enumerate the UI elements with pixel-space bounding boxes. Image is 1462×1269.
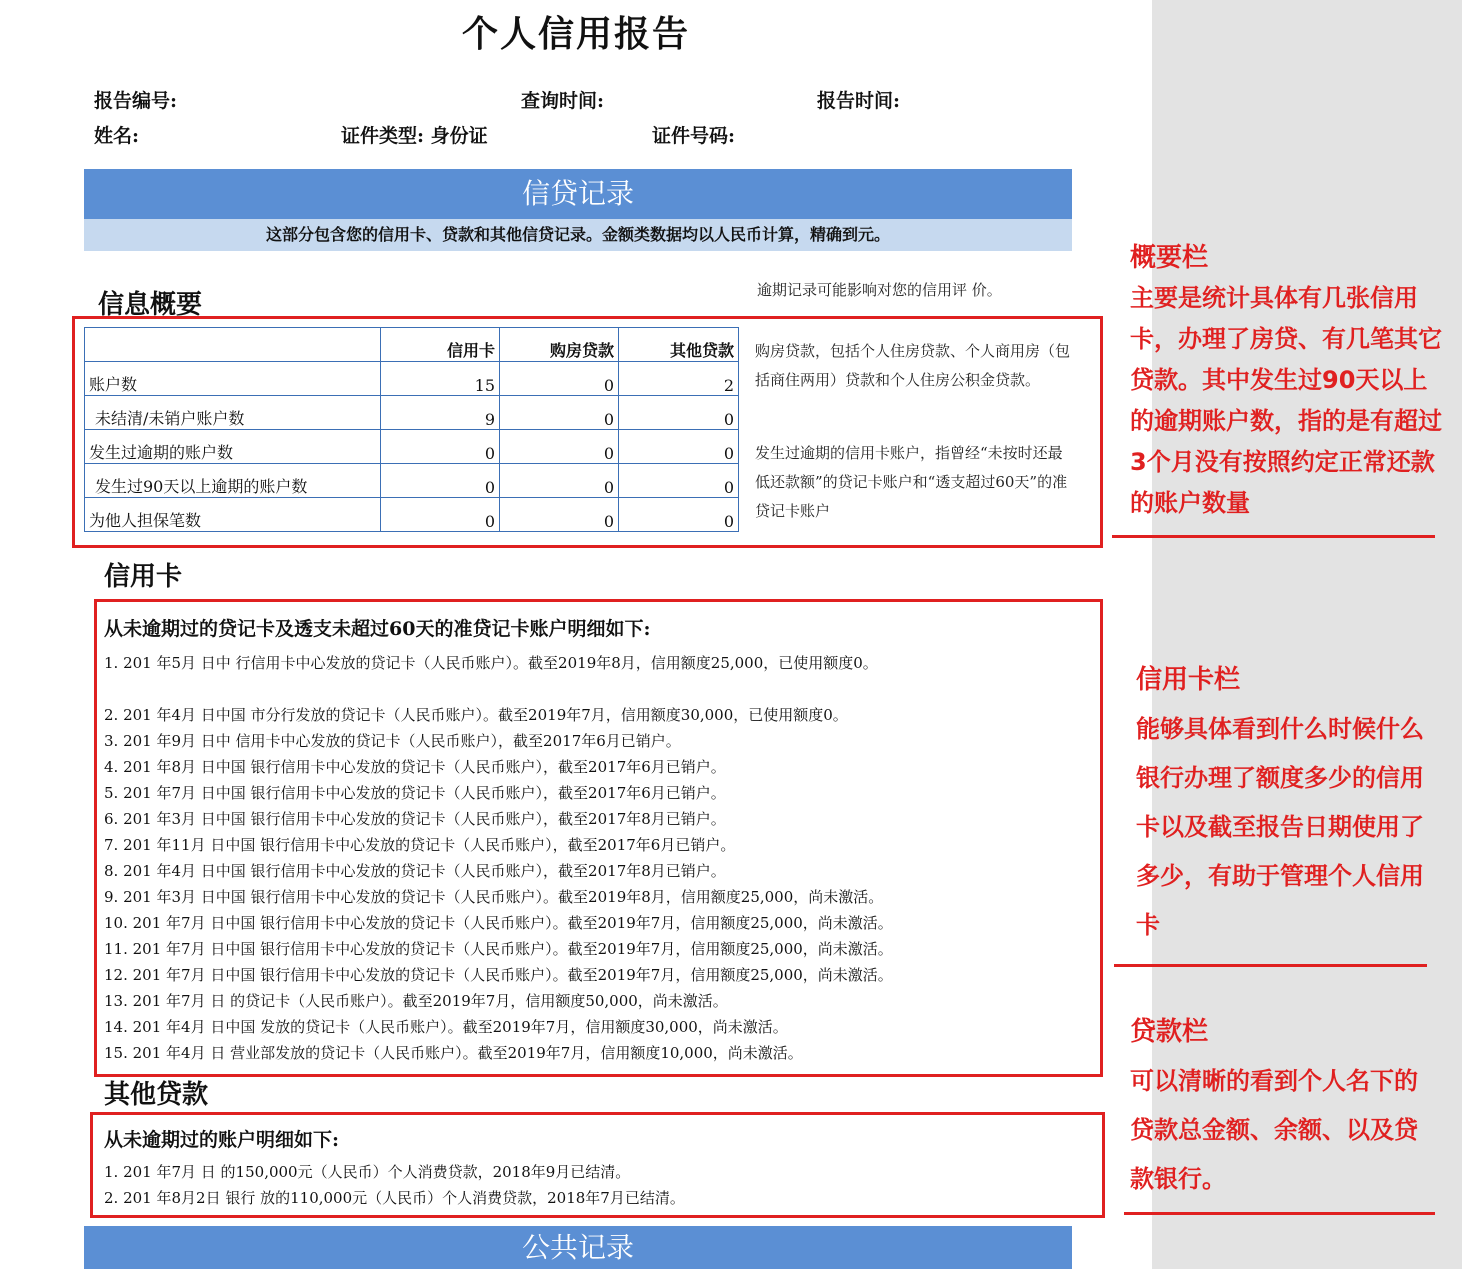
credit-records-banner: 信贷记录 (84, 169, 1072, 219)
list-item: 10. 201 年7月 日中国 银行信用卡中心发放的贷记卡（人民币账户）。截至2019年7月，信用额度25,000，尚未激活。 (104, 914, 893, 932)
list-item: 7. 201 年11月 日中国 银行信用卡中心发放的贷记卡（人民币账户），截至2017年6月已销户。 (104, 836, 736, 854)
list-item: 6. 201 年3月 日中国 银行信用卡中心发放的贷记卡（人民币账户），截至2017年8月已销户。 (104, 810, 726, 828)
annotation-summary-underline (1112, 535, 1435, 538)
other-loan-count: 0 (619, 430, 739, 464)
annotation-summary (1130, 238, 1450, 524)
table-row (85, 430, 739, 464)
annotation-card-underline (1114, 964, 1427, 967)
annotation-summary-text: 主要是统计具体有几张信用卡，办理了房贷、有几笔其它贷款。其中发生过90天以上的逾期账户数，指的是有超过3个月没有按照约定正常还款的账户数量 (1130, 284, 1442, 517)
list-item: 8. 201 年4月 日中国 银行信用卡中心发放的贷记卡（人民币账户），截至2017年8月已销户。 (104, 862, 726, 880)
summary-table (84, 327, 739, 532)
other-loans-list-heading: 从未逾期过的账户明细如下: (104, 1129, 340, 1151)
credit-card-count: 0 (381, 430, 500, 464)
table-header-cell: 信用卡 (381, 328, 500, 362)
row-label: 发生过90天以上逾期的账户数 (85, 464, 381, 498)
table-header-cell: 其他贷款 (619, 328, 739, 362)
table-row (85, 498, 739, 532)
query-time-label: 查询时间: (521, 90, 605, 112)
annotation-card-text: 能够具体看到什么时候什么银行办理了额度多少的信用卡以及截至报告日期使用了多少，有助于管理个人信用卡 (1136, 715, 1424, 939)
row-label: 为他人担保笔数 (85, 498, 381, 532)
credit-card-heading: 信用卡 (104, 562, 183, 592)
overdue-note: 逾期记录可能影响对您的信用评 价。 (757, 281, 1002, 299)
annotation-loan (1130, 1008, 1430, 1204)
table-row (85, 464, 739, 498)
row-label: 未结清/未销户账户数 (85, 396, 381, 430)
mortgage-count: 0 (500, 430, 619, 464)
annotation-loan-underline (1124, 1212, 1435, 1215)
id-type-label: 证件类型: 身份证 (341, 125, 488, 147)
annotation-loan-title: 贷款栏 (1130, 1017, 1209, 1047)
table-row (85, 362, 739, 396)
list-item: 15. 201 年4月 日 营业部发放的贷记卡（人民币账户）。截至2019年7月，信用额度10,000，尚未激活。 (104, 1044, 803, 1062)
list-item: 12. 201 年7月 日中国 银行信用卡中心发放的贷记卡（人民币账户）。截至2019年7月，信用额度25,000，尚未激活。 (104, 966, 893, 984)
report-title: 个人信用报告 (461, 13, 690, 55)
table-header-row (85, 328, 739, 362)
name-label: 姓名: (94, 125, 140, 147)
side-note-mortgage: 购房贷款，包括个人住房贷款、个人商用房（包括商住两用）贷款和个人住房公积金贷款。 (755, 342, 1071, 389)
table-row (85, 396, 739, 430)
credit-records-description: 这部分包含您的信用卡、贷款和其他信贷记录。金额类数据均以人民币计算，精确到元。 (84, 219, 1072, 251)
mortgage-count: 0 (500, 498, 619, 532)
list-item: 1. 201 年7月 日 的150,000元（人民币）个人消费贷款，2018年9月已结清。 (104, 1163, 631, 1181)
credit-card-count: 15 (381, 362, 500, 396)
other-loan-count: 0 (619, 498, 739, 532)
credit-card-list (104, 650, 1064, 1066)
list-item: 14. 201 年4月 日中国 发放的贷记卡（人民币账户）。截至2019年7月，信用额度30,000，尚未激活。 (104, 1018, 788, 1036)
annotation-summary-title: 概要栏 (1130, 243, 1209, 273)
other-loans-list (104, 1159, 685, 1211)
table-header-cell: 购房贷款 (500, 328, 619, 362)
mortgage-count: 0 (500, 396, 619, 430)
list-item: 13. 201 年7月 日 的贷记卡（人民币账户）。截至2019年7月，信用额度50,000，尚未激活。 (104, 992, 728, 1010)
annotation-credit-card (1136, 656, 1426, 950)
public-records-banner: 公共记录 (84, 1226, 1072, 1269)
mortgage-count: 0 (500, 362, 619, 396)
other-loan-count: 0 (619, 396, 739, 430)
list-item: 3. 201 年9月 日中 信用卡中心发放的贷记卡（人民币账户），截至2017年6月已销户。 (104, 732, 681, 750)
list-item: 11. 201 年7月 日中国 银行信用卡中心发放的贷记卡（人民币账户）。截至2019年7月，信用额度25,000，尚未激活。 (104, 940, 893, 958)
report-time-label: 报告时间: (817, 90, 901, 112)
list-item: 9. 201 年3月 日中国 银行信用卡中心发放的贷记卡（人民币账户）。截至2019年8月，信用额度25,000，尚未激活。 (104, 888, 884, 906)
credit-card-count: 0 (381, 498, 500, 532)
table-header-cell (85, 328, 381, 362)
other-loan-count: 0 (619, 464, 739, 498)
list-item: 5. 201 年7月 日中国 银行信用卡中心发放的贷记卡（人民币账户），截至2017年6月已销户。 (104, 784, 726, 802)
row-label: 账户数 (85, 362, 381, 396)
summary-heading: 信息概要 (98, 290, 203, 320)
other-loan-count: 2 (619, 362, 739, 396)
row-label: 发生过逾期的账户数 (85, 430, 381, 464)
annotation-loan-text: 可以清晰的看到个人名下的贷款总金额、余额、以及贷款银行。 (1130, 1067, 1418, 1193)
id-no-label: 证件号码: (652, 125, 736, 147)
credit-card-count: 0 (381, 464, 500, 498)
list-item: 4. 201 年8月 日中国 银行信用卡中心发放的贷记卡（人民币账户），截至2017年6月已销户。 (104, 758, 726, 776)
side-note-overdue: 发生过逾期的信用卡账户，指曾经“未按时还最低还款额”的贷记卡账户和“透支超过60天”的准贷记卡账户 (755, 444, 1068, 520)
list-item: 2. 201 年4月 日中国 市分行发放的贷记卡（人民币账户）。截至2019年7月，信用额度30,000，已使用额度0。 (104, 706, 848, 724)
report-no-label: 报告编号: (94, 90, 178, 112)
list-item: 2. 201 年8月2日 银行 放的110,000元（人民币）个人消费贷款，2018年7月已结清。 (104, 1189, 685, 1207)
other-loans-heading: 其他贷款 (104, 1080, 209, 1110)
credit-card-list-heading: 从未逾期过的贷记卡及透支未超过60天的准贷记卡账户明细如下: (104, 618, 651, 640)
annotation-card-title: 信用卡栏 (1136, 665, 1241, 695)
credit-card-count: 9 (381, 396, 500, 430)
list-item: 1. 201 年5月 日中 行信用卡中心发放的贷记卡（人民币账户）。截至2019年8月，信用额度25,000，已使用额度0。 (104, 654, 878, 672)
mortgage-count: 0 (500, 464, 619, 498)
